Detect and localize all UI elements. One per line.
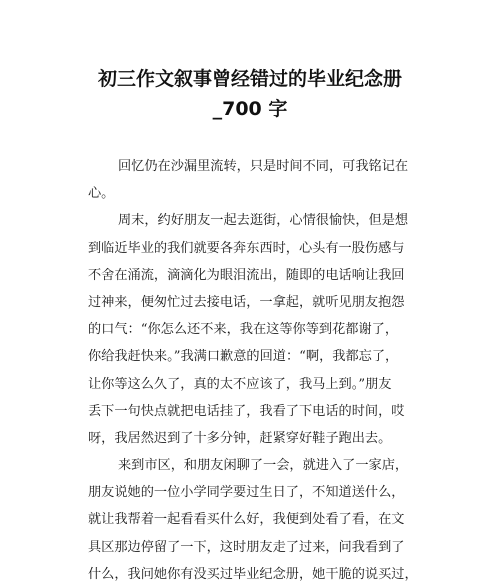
document-body — [88, 153, 428, 588]
text-line: 的口气：“你怎么还不来，我在这等你等到花都谢了， — [88, 322, 399, 338]
text-line: 具区那边停留了一下，这时朋友走了过来，问我看到了 — [88, 539, 405, 555]
document-title — [40, 64, 460, 124]
text-line: 你给我赶快来。”我满口歉意的回道：“啊，我都忘了， — [88, 349, 399, 365]
text-line: 心。 — [88, 186, 115, 202]
text-line: 到临近毕业的我们就要各奔东西时，心头有一股伤感与 — [88, 240, 405, 256]
text-line: 不舍在涌流，滴滴化为眼泪流出，随即的电话响让我回 — [88, 267, 405, 283]
text-line: 过神来，便匆忙过去接电话，一拿起，就听见朋友抱怨 — [88, 294, 405, 310]
title-line-2: _700 字 — [212, 98, 288, 120]
text-line: 来到市区，和朋友闲聊了一会，就进入了一家店， — [118, 458, 409, 474]
text-line: 让你等这么久了，真的太不应该了，我马上到。”朋友 — [88, 376, 392, 392]
text-line: 丢下一句快点就把电话挂了，我看了下电话的时间，哎 — [88, 403, 405, 419]
text-line: 回忆仍在沙漏里流转，只是时间不同，可我铭记在 — [118, 159, 409, 174]
text-line: 周末，约好朋友一起去逛街，心情很愉快，但是想 — [118, 213, 409, 229]
text-line: 呀，我居然迟到了十多分钟，赶紧穿好鞋子跑出去。 — [88, 430, 392, 446]
text-line: 朋友说她的一位小学同学要过生日了，不知道送什么， — [88, 485, 405, 501]
text-line: 什么，我问她你有没买过毕业纪念册，她干脆的说买过， — [88, 566, 418, 582]
text-line: 就让我帮着一起看看买什么好，我便到处看了看，在文 — [88, 512, 405, 528]
title-line-1: 初三作文叙事曾经错过的毕业纪念册 — [97, 68, 402, 90]
